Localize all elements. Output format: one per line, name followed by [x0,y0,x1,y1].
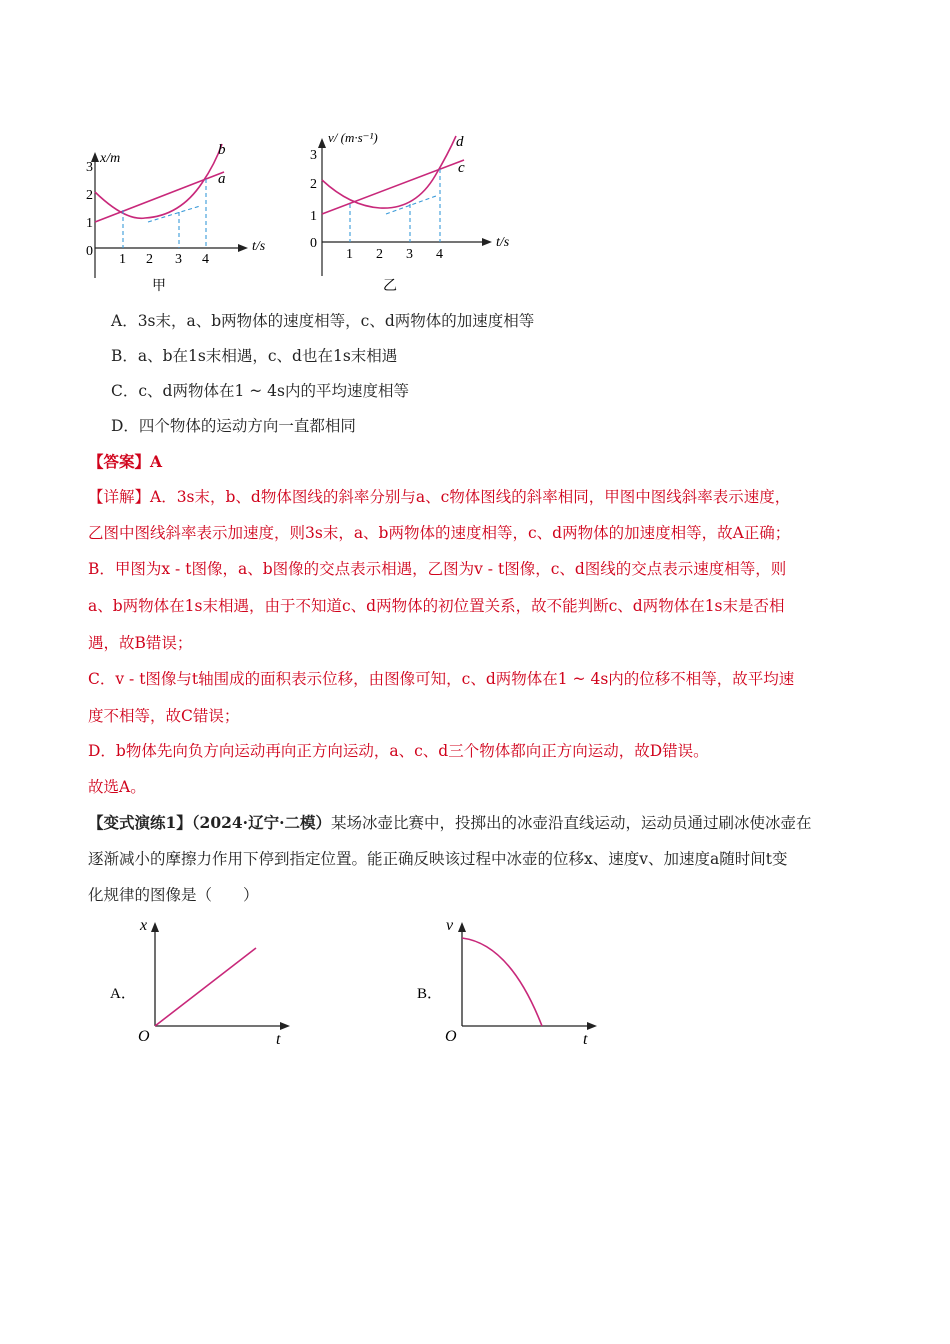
graph2-y-label: v/ (m·s⁻¹) [328,130,378,145]
explanation-line-8: D．b物体先向负方向运动再向正方向运动，a、c、d三个物体都向正方向运动，故D错误。 [88,742,709,760]
graph2-x-label: t/s [496,235,510,250]
option-d: D．四个物体的运动方向一直都相同 [111,417,356,435]
graph2-ytick-0: 0 [310,236,317,251]
graph1-x-arrow [238,244,248,252]
explanation-line-7: 度不相等，故C错误； [88,707,240,725]
choice-a-y-label: x [140,917,148,934]
graph2-ytick-1: 1 [310,209,317,224]
choice-b-x-label: t [583,1031,588,1048]
choice-graphs-figure [100,910,620,1050]
choice-a-y-arrow [151,922,159,932]
explanation-line-4: a、b两物体在1s末相遇，由于不知道c、d两物体的初位置关系，故不能判断c、d两物体在1s末是否相 [88,597,785,615]
choice-graph-a [110,917,290,1048]
variant-line-2: 逐渐减小的摩擦力作用下停到指定位置。能正确反映该过程中冰壶的位移x、速度v、加速度a随时间t变 [88,850,788,868]
choice-a-origin: O [138,1028,150,1045]
graph1-label-a: a [218,171,226,187]
graph1-ytick-1: 1 [86,216,93,231]
graph1-x-label: t/s [252,239,266,254]
graph2-x-arrow [482,238,492,246]
graph1-ytick-2: 2 [86,188,93,203]
option-a: A．3s末，a、b两物体的速度相等，c、d两物体的加速度相等 [111,312,535,330]
explanation-line-6: C．v - t图像与t轴围成的面积表示位移，由图像可知，c、d两物体在1 ~ 4s内的位移不相等，故平均速 [88,670,795,688]
choice-a-x-label: t [276,1031,281,1048]
graph1-ytick-3: 3 [86,160,93,175]
graph2-xtick-4: 4 [436,247,443,262]
answer-line: 【答案】A [88,452,163,471]
graph2-tangent [386,196,436,214]
graph2-caption: 乙 [383,279,397,294]
option-c: C．c、d两物体在1 ~ 4s内的平均速度相等 [111,382,409,400]
choice-b-y-label: v [446,917,454,934]
choice-a-x-arrow [280,1022,290,1030]
choice-b-origin: O [445,1028,457,1045]
graph2-line-c [322,160,464,214]
variant-line-1 [88,812,812,834]
graph1-xtick-3: 3 [175,252,182,267]
graph2-label-c: c [458,160,465,176]
motion-graphs-figure [80,126,540,301]
variant-text-1: 某场冰壶比赛中，投掷出的冰壶沿直线运动，运动员通过刷冰使冰壶在 [330,814,812,832]
graph1-y-label: x/m [100,151,121,166]
graph2-xtick-2: 2 [376,247,383,262]
explanation-line-3: B．甲图为x - t图像，a、b图像的交点表示相遇，乙图为v - t图像，c、d图线的交点表示速度相等，则 [88,560,787,578]
graph1-tangent [148,206,200,222]
choice-a-label: A． [110,986,136,1002]
choice-graph-b [417,917,597,1048]
graph1-xtick-4: 4 [202,252,209,267]
graph2-xtick-3: 3 [406,247,413,262]
graph2-curve-d [322,136,456,208]
graph1-xtick-2: 2 [146,252,153,267]
explanation-line-1: 【详解】A．3s末，b、d物体图线的斜率分别与a、c物体图线的斜率相同，甲图中图线斜率表示速度， [88,488,791,506]
explanation-line-5: 遇，故B错误； [88,634,193,652]
option-b: B．a、b在1s末相遇，c、d也在1s末相遇 [111,347,398,365]
graph-jia [86,142,266,294]
graph2-ytick-3: 3 [310,148,317,163]
variant-line-3: 化规律的图像是（ ） [88,886,259,904]
graph2-label-d: d [456,134,464,150]
explanation-line-2: 乙图中图线斜率表示加速度，则3s末，a、b两物体的速度相等，c、d两物体的加速度相等，故A正确； [88,524,791,542]
choice-b-y-arrow [458,922,466,932]
graph2-xtick-1: 1 [346,247,353,262]
graph1-xtick-1: 1 [119,252,126,267]
choice-b-curve [462,938,542,1026]
choice-b-label: B． [417,986,443,1002]
choice-b-x-arrow [587,1022,597,1030]
graph2-y-arrow [318,138,326,148]
variant-source: （2024·辽宁·二模） [191,813,331,832]
choice-a-curve [155,948,256,1026]
graph1-ytick-0: 0 [86,244,93,259]
graph2-ytick-2: 2 [310,177,317,192]
variant-tag: 【变式演练1】 [88,813,192,832]
explanation-line-9: 故选A。 [88,778,146,796]
graph-yi [310,130,510,294]
graph1-label-b: b [218,142,226,158]
graph1-caption: 甲 [152,279,166,294]
